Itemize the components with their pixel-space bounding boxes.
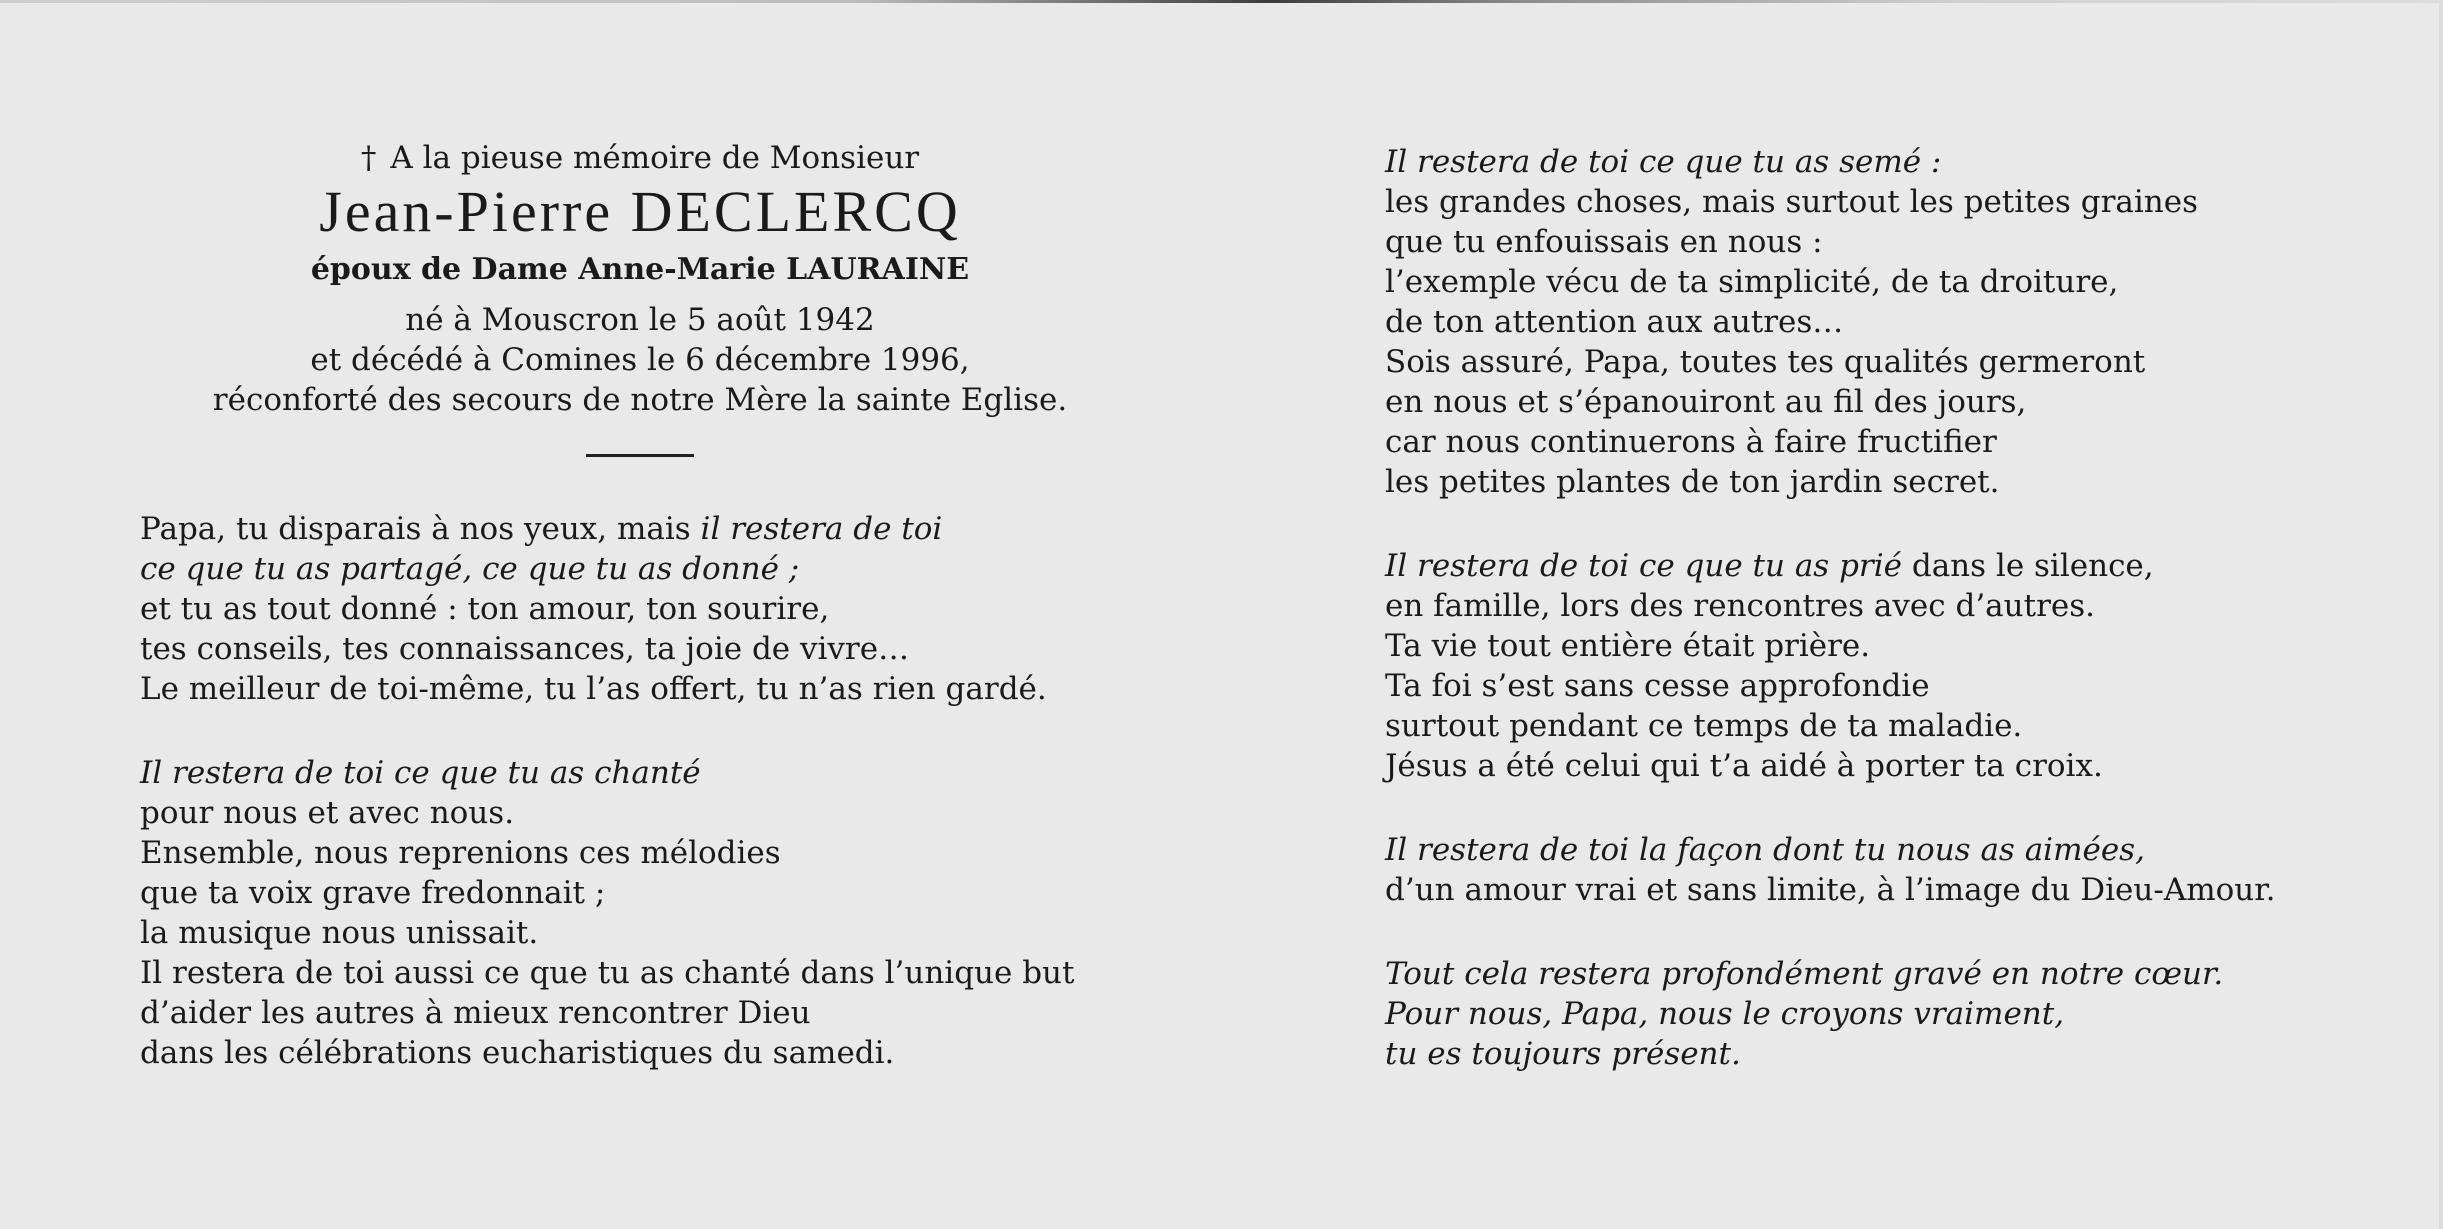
text-line: Il restera de toi ce que tu as chanté [140,755,701,791]
right-page [1385,142,2395,1118]
spouse-line: époux de Dame Anne-Marie LAURAINE [310,252,970,287]
text-line: Le meilleur de toi-même, tu l’as offert, tu n’as rien gardé. [140,671,1047,707]
text-line: Il restera de toi ce que tu as semé : [1385,144,1942,180]
text-line: ce que tu as partagé, ce que tu as donné ; [140,551,800,587]
text-line: car nous continuerons à faire fructifier [1385,424,1997,460]
memorial-header [140,138,1140,457]
text-line: que tu enfouissais en nous : [1385,224,1823,260]
death-line: et décédé à Comines le 6 décembre 1996, [310,342,970,378]
right-stanza-1 [1385,142,2395,502]
text-line: Tout cela restera profondément gravé en notre cœur. [1385,956,2224,992]
italic-segment: Il restera de toi ce que tu as prié [1385,548,1902,584]
birth-line: né à Mouscron le 5 août 1942 [405,302,875,338]
memorial-dedication [140,138,1140,178]
text-line: tu es toujours présent. [1385,1036,1741,1072]
text-line: pour nous et avec nous. [140,795,515,831]
text-line: l’exemple vécu de ta simplicité, de ta droiture, [1385,264,2119,300]
text-line: de ton attention aux autres… [1385,304,1844,340]
text-line [1385,546,2395,586]
text-line [140,509,1160,549]
right-stanza-2 [1385,546,2395,786]
page-edge [2439,0,2443,1229]
deceased-name: Jean-Pierre DECLERCQ [319,179,961,244]
text-line: Sois assuré, Papa, toutes tes qualités germeront [1385,344,2146,380]
text-line: Ensemble, nous reprenions ces mélodies [140,835,781,871]
birth-death-details [140,300,1140,420]
text-line: surtout pendant ce temps de ta maladie. [1385,708,2023,744]
text-line: d’aider les autres à mieux rencontrer Dieu [140,995,811,1031]
right-stanza-4 [1385,954,2395,1074]
right-stanza-3 [1385,830,2395,910]
text-line: dans les célébrations eucharistiques du samedi. [140,1035,895,1071]
text-line: et tu as tout donné : ton amour, ton sourire, [140,591,830,627]
text-line: d’un amour vrai et sans limite, à l’image du Dieu-Amour. [1385,872,2276,908]
text-line: Ta foi s’est sans cesse approfondie [1385,668,1930,704]
text-segment: dans le silence, [1902,548,2154,584]
text-line: Jésus a été celui qui t’a aidé à porter ta croix. [1385,748,2103,784]
text-line: Il restera de toi aussi ce que tu as chanté dans l’unique but [140,955,1075,991]
text-line: tes conseils, tes connaissances, ta joie de vivre… [140,631,910,667]
divider [586,454,694,457]
italic-segment: il restera de toi [700,511,943,547]
cross-icon: † [360,140,377,176]
text-line: en nous et s’épanouiront au fil des jours, [1385,384,2027,420]
dedication-text: A la pieuse mémoire de Monsieur [390,140,920,176]
text-line: les grandes choses, mais surtout les petites graines [1385,184,2199,220]
text-line: que ta voix grave fredonnait ; [140,875,606,911]
text-line: les petites plantes de ton jardin secret. [1385,464,2000,500]
text-line: en famille, lors des rencontres avec d’autres. [1385,588,2096,624]
text-line: Il restera de toi la façon dont tu nous as aimées, [1385,832,2145,868]
left-page [140,138,1160,1117]
sacrament-line: réconforté des secours de notre Mère la sainte Eglise. [212,382,1068,418]
text-line: Pour nous, Papa, nous le croyons vraiment, [1385,996,2065,1032]
text-line: la musique nous unissait. [140,915,539,951]
left-stanza-2 [140,753,1160,1073]
card-fold-line [0,0,2443,3]
text-line: Ta vie tout entière était prière. [1385,628,1871,664]
left-stanza-1 [140,509,1160,709]
text-segment: Papa, tu disparais à nos yeux, mais [140,511,701,547]
